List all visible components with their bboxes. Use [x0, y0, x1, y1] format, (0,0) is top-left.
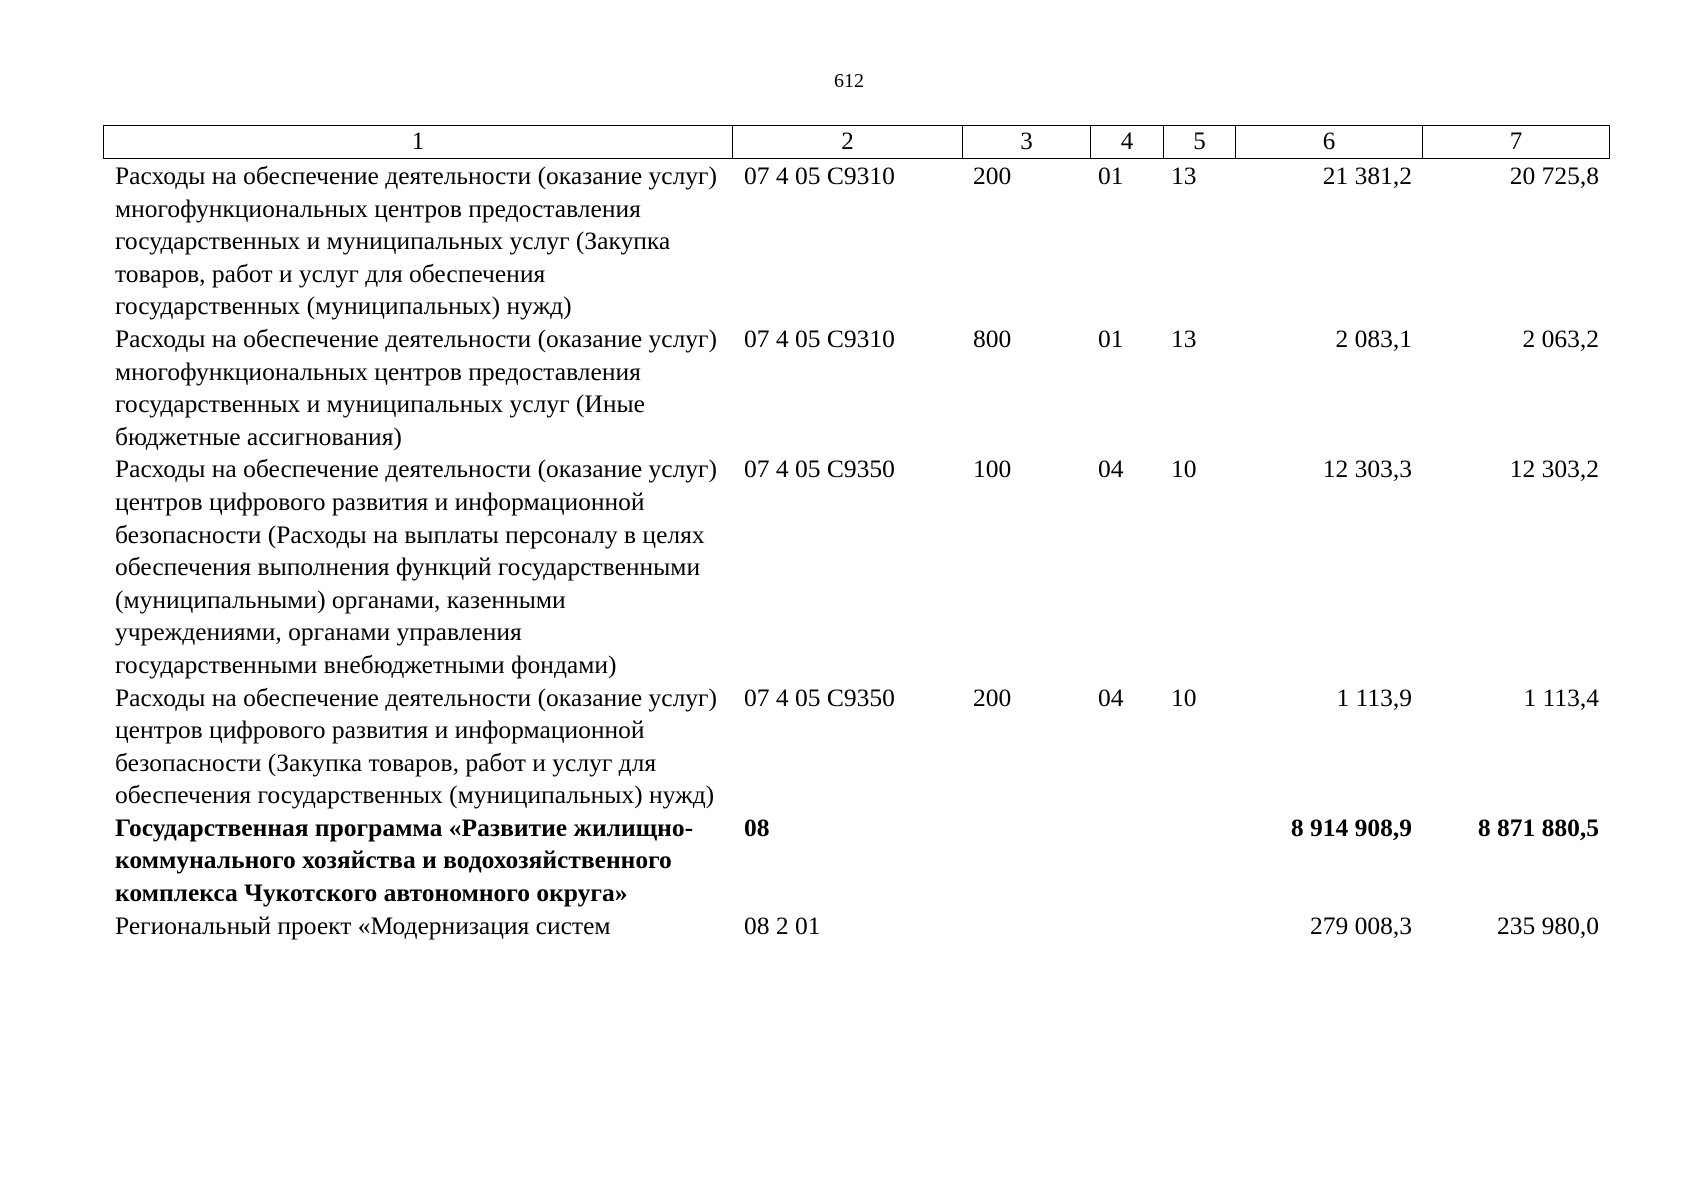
row-sum-2: 8 871 880,5	[1477, 812, 1599, 842]
table-row	[103, 323, 1609, 453]
row-csr: 08 2 01	[744, 910, 821, 940]
table-row-program	[103, 812, 1609, 910]
row-sum-1: 2 083,1	[1335, 323, 1412, 353]
row-sum-1: 1 113,9	[1336, 682, 1412, 712]
header-row	[104, 126, 1610, 159]
row-rz: 01	[1098, 161, 1124, 190]
table-row	[103, 682, 1609, 812]
header-col-4: 4	[1091, 126, 1164, 159]
row-csr: 07 4 05 С9310	[744, 323, 895, 353]
row-name: Расходы на обеспечение деятельности (оказание услуг) центров цифрового развития и информационной безопасности (Расходы на выплаты персоналу в целях обеспечения выполнения функций государственными (муниципальными) органами, казенными учреждениями, органами управления государственными внебюджетными фондами)	[115, 454, 718, 679]
row-vr	[962, 910, 1090, 943]
table-row	[103, 910, 1609, 943]
row-sum-1: 12 303,3	[1322, 454, 1412, 484]
header-col-6: 6	[1236, 126, 1423, 159]
page-number: 612	[834, 70, 864, 92]
row-sum-1: 8 914 908,9	[1290, 812, 1412, 842]
row-rz: 04	[1098, 454, 1124, 484]
row-sum-1: 279 008,3	[1310, 910, 1412, 940]
table-row	[103, 160, 1609, 323]
row-sum-2: 235 980,0	[1497, 910, 1599, 940]
row-sum-2: 12 303,2	[1509, 454, 1599, 484]
row-rz: 01	[1098, 323, 1124, 353]
row-rz	[1090, 812, 1163, 910]
row-rz: 04	[1098, 682, 1124, 712]
row-pr	[1163, 910, 1235, 943]
header-col-5: 5	[1164, 126, 1236, 159]
row-vr: 200	[973, 682, 1012, 712]
header-col-7: 7	[1423, 126, 1610, 159]
row-vr: 200	[973, 161, 1012, 190]
row-sum-1: 21 381,2	[1322, 161, 1412, 190]
row-pr	[1163, 812, 1235, 910]
row-vr	[962, 812, 1090, 910]
table-row	[103, 453, 1609, 681]
row-name: Расходы на обеспечение деятельности (оказание услуг) многофункциональных центров предоставления государственных и муниципальных услуг (Закупка товаров, работ и услуг для обеспечения государственных (муниципальных) нужд)	[115, 161, 718, 321]
row-pr: 10	[1171, 454, 1197, 484]
row-sum-2: 1 113,4	[1523, 682, 1599, 712]
header-col-3: 3	[963, 126, 1091, 159]
row-sum-2: 20 725,8	[1509, 161, 1599, 190]
row-csr: 07 4 05 С9310	[744, 161, 895, 190]
row-vr: 100	[973, 454, 1012, 484]
row-pr: 10	[1171, 682, 1197, 712]
row-csr: 07 4 05 С9350	[744, 682, 895, 712]
row-sum-2: 2 063,2	[1522, 323, 1599, 353]
row-csr: 08	[744, 812, 770, 842]
header-col-1: 1	[104, 126, 733, 159]
row-name: Государственная программа «Развитие жилищно-коммунального хозяйства и водохозяйственного комплекса Чукотского автономного округа»	[115, 812, 694, 908]
row-name: Региональный проект «Модернизация систем	[115, 910, 611, 940]
row-pr: 13	[1171, 161, 1197, 190]
row-pr: 13	[1171, 323, 1197, 353]
row-name: Расходы на обеспечение деятельности (оказание услуг) центров цифрового развития и информационной безопасности (Закупка товаров, работ и услуг для обеспечения государственных (муниципальных) нужд)	[115, 682, 718, 810]
budget-table	[103, 160, 1609, 942]
row-vr: 800	[973, 323, 1012, 353]
row-csr: 07 4 05 С9350	[744, 454, 895, 484]
row-name: Расходы на обеспечение деятельности (оказание услуг) многофункциональных центров предоставления государственных и муниципальных услуг (Иные бюджетные ассигнования)	[115, 323, 718, 451]
header-col-2: 2	[733, 126, 963, 159]
table-header	[103, 125, 1610, 159]
row-rz	[1090, 910, 1163, 943]
